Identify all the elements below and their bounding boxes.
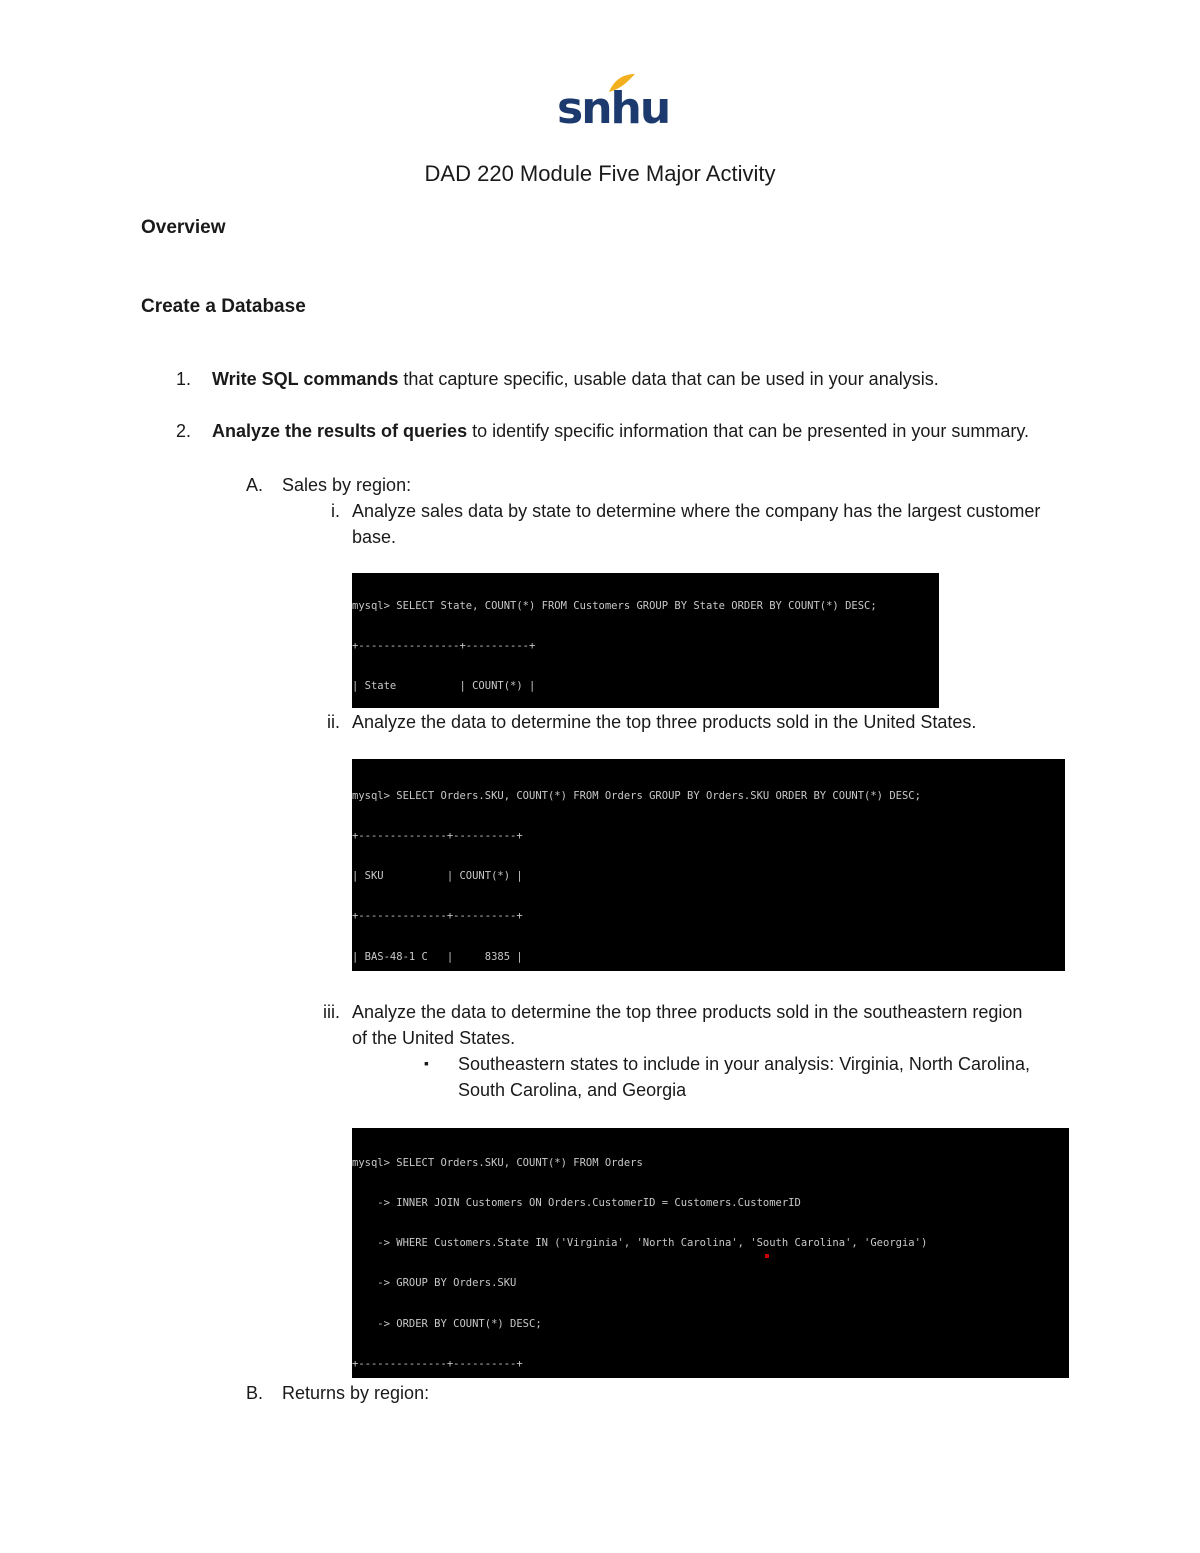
bullet-icon: ▪ (424, 1055, 429, 1071)
sub-item-text: Analyze the data to determine the top three products sold in the southeastern region of the United States. (352, 1002, 1023, 1048)
sub-numeral: ii. (327, 712, 340, 732)
terminal-screenshot-2 (352, 759, 1065, 971)
section-letter: B. (246, 1383, 264, 1403)
terminal-line: +--------------+----------+ (352, 1357, 523, 1370)
item-bold: Write SQL commands (212, 369, 399, 389)
terminal-screenshot-3 (352, 1128, 1069, 1378)
terminal-line: +--------------+----------+ (352, 910, 523, 923)
sub-numeral: i. (331, 501, 340, 521)
list-item (212, 366, 1042, 392)
sub-numeral: iii. (323, 1002, 340, 1022)
terminal-line: -> GROUP BY Orders.SKU (352, 1277, 517, 1290)
section-label: Returns by region: (282, 1383, 430, 1403)
section-label: Sales by region: (282, 475, 412, 495)
terminal-line: mysql> SELECT Orders.SKU, COUNT(*) FROM Orders (352, 1156, 643, 1169)
item-bold: Analyze the results of queries (212, 421, 468, 441)
bullet-text: Southeastern states to include in your analysis: Virginia, North Carolina, South Carolina, and Georgia (458, 1054, 1030, 1100)
terminal-line: -> WHERE Customers.State IN ('Virginia', 'North Carolina', 'South Carolina', 'Georgia') (352, 1237, 928, 1250)
document-title: DAD 220 Module Five Major Activity (424, 161, 776, 186)
terminal-line: | State | COUNT(*) | (352, 680, 536, 693)
item-text: that capture specific, usable data that can be used in your analysis. (398, 369, 939, 389)
section-letter: A. (246, 475, 264, 495)
terminal-line: +----------------+----------+ (352, 640, 536, 653)
item-number: 2. (176, 421, 192, 441)
terminal-line: mysql> SELECT Orders.SKU, COUNT(*) FROM Orders GROUP BY Orders.SKU ORDER BY COUNT(*) DESC; (352, 789, 921, 802)
terminal-line: -> ORDER BY COUNT(*) DESC; (352, 1317, 542, 1330)
terminal-line: | SKU | COUNT(*) | (352, 870, 523, 883)
logo-text: snhu (557, 83, 670, 134)
overview-heading: Overview (141, 217, 226, 238)
create-database-heading: Create a Database (141, 296, 306, 317)
item-number: 1. (176, 369, 192, 389)
item-text: to identify specific information that can be presented in your summary. (467, 421, 1030, 441)
sub-item-text: Analyze the data to determine the top three products sold in the United States. (352, 712, 977, 732)
list-item (212, 418, 1042, 444)
terminal-line: mysql> SELECT State, COUNT(*) FROM Customers GROUP BY State ORDER BY COUNT(*) DESC; (352, 599, 877, 612)
terminal-line: | BAS-48-1 C | 8385 | (352, 950, 523, 963)
terminal-line: +--------------+----------+ (352, 830, 523, 843)
terminal-screenshot-1 (352, 573, 939, 708)
cursor-mark (765, 1254, 769, 1258)
terminal-line: -> INNER JOIN Customers ON Orders.CustomerID = Customers.CustomerID (352, 1197, 801, 1210)
sub-item-text: Analyze sales data by state to determine where the company has the largest customer base. (352, 501, 1041, 547)
snhu-logo (553, 72, 670, 134)
